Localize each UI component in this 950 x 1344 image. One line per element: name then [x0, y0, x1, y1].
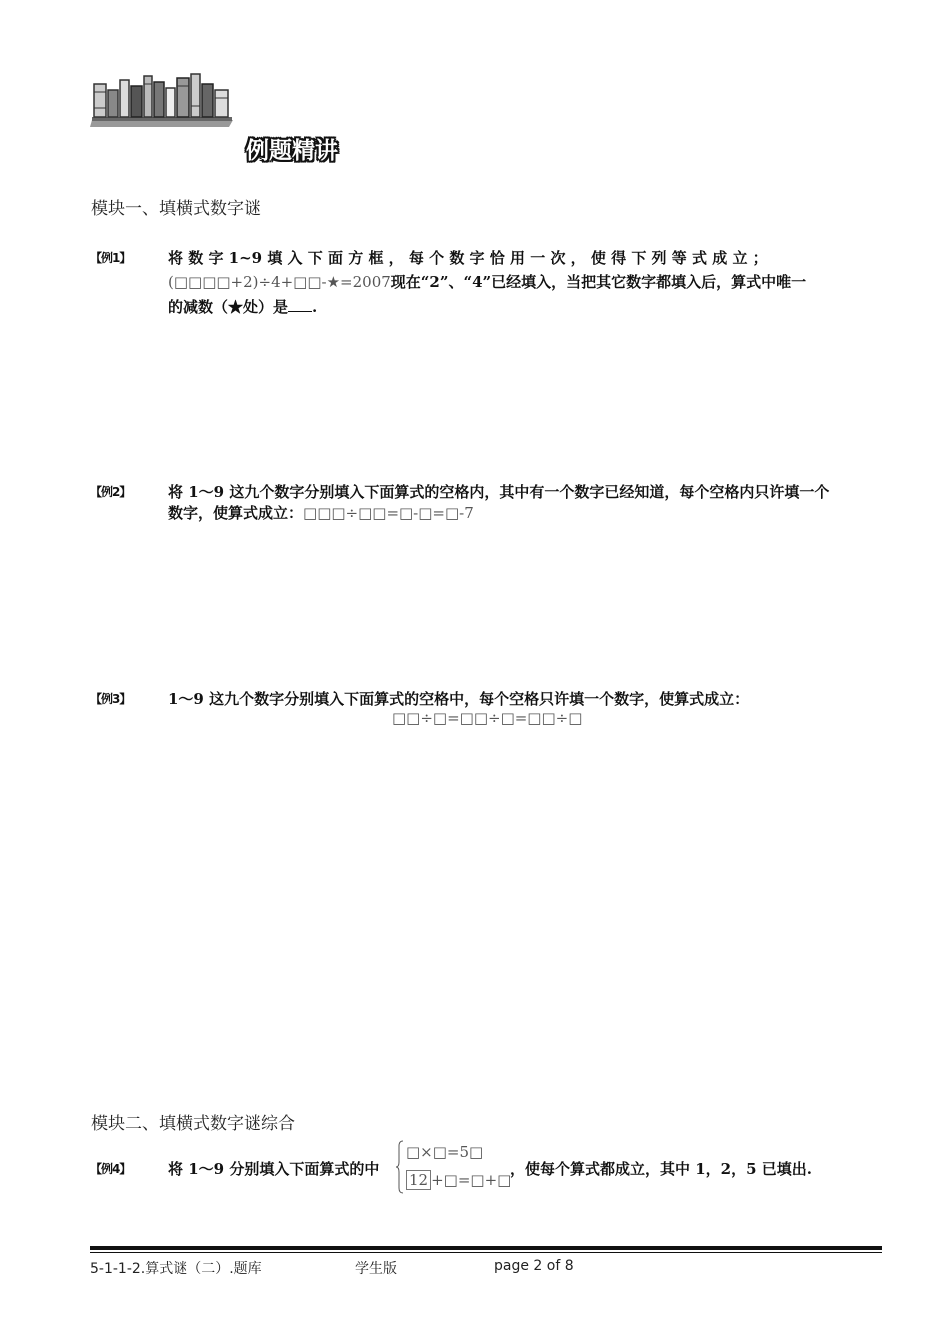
example-4-text-after: ，使每个算式都成立，其中 1，2，5 已填出.: [510, 1160, 812, 1178]
footer-edition: 学生版: [355, 1261, 397, 1277]
module-heading-1: 模块一、填横式数字谜: [91, 199, 261, 219]
example-2-line-2: [168, 502, 474, 523]
system-row-2: 12 +□=□+□: [406, 1171, 511, 1189]
footer-rule: [90, 1246, 882, 1250]
example-2-text-2: 数字，使算式成立：: [168, 504, 304, 522]
equation-system: [396, 1138, 512, 1196]
example-2-line-1: [168, 481, 829, 502]
example-3-line-1: [168, 688, 749, 709]
example-1-text-3: 的减数（★处）是: [168, 298, 289, 316]
example-2-formula: □□□÷□□=□-□=□-7: [303, 504, 474, 522]
section-title: 例题精讲: [246, 138, 338, 164]
footer-rule-thin: [90, 1252, 882, 1253]
example-tag-2: 【例2】: [90, 485, 131, 499]
footer-filename: 5-1-1-2.算式谜（二）.题库: [90, 1261, 262, 1277]
example-3-line-2: [392, 709, 582, 727]
bookshelf-icon: [90, 70, 235, 128]
example-2-text-1: 将 1～9 这九个数字分别填入下面算式的空格内，其中有一个数字已经知道，每个空格内只许填一个: [168, 483, 830, 501]
left-brace-icon: [396, 1140, 404, 1194]
given-number-box: 12: [406, 1170, 431, 1190]
footer-page-number: page 2 of 8: [494, 1258, 574, 1274]
system-row-1: □×□=5□: [406, 1143, 484, 1161]
example-1-text-1: 将 数 字 1~9 填 入 下 面 方 框 ， 每 个 数 字 恰 用 一 次 ， 使 得 下 列 等 式 成 立 ；: [168, 249, 768, 267]
example-1-text-2: 现在“2”、“4”已经填入，当把其它数字都填入后，算式中唯一: [390, 273, 807, 291]
example-1-line-1: [168, 247, 768, 268]
example-1-line-2: [168, 271, 806, 292]
example-tag-3: 【例3】: [90, 692, 131, 706]
example-tag-1: 【例1】: [90, 251, 131, 265]
module-heading-2: 模块二、填横式数字谜综合: [91, 1114, 295, 1134]
example-4-text-before: 将 1～9 分别填入下面算式的中: [168, 1160, 380, 1178]
example-1-line-3: 的减数（★处）是 .: [168, 298, 318, 316]
answer-blank: [288, 299, 312, 312]
example-3-formula: □□÷□=□□÷□=□□÷□: [392, 709, 583, 727]
example-tag-4: 【例4】: [90, 1162, 131, 1176]
example-3-text-1: 1～9 这九个数字分别填入下面算式的空格中，每个空格只许填一个数字，使算式成立：: [168, 690, 750, 708]
example-1-formula: (□□□□+2)÷4+□□-★=2007: [168, 273, 391, 291]
